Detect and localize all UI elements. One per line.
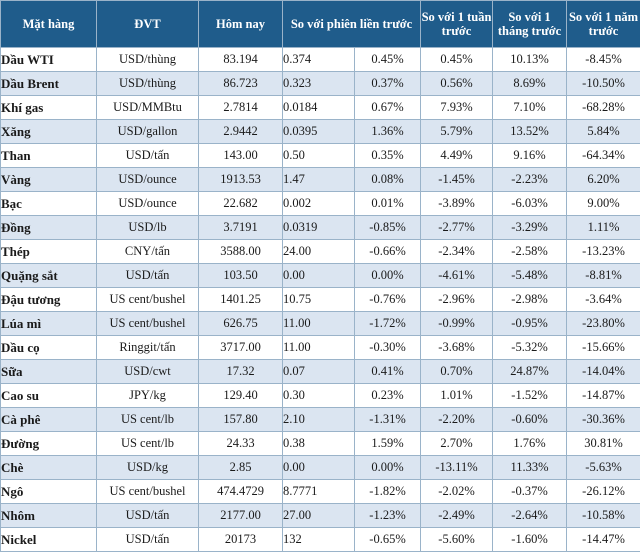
cell-commodity-name: Sữa [1,360,97,384]
cell-change-week: -2.49% [421,504,493,528]
cell-change-percent: 0.37% [355,72,421,96]
cell-change-month: 10.13% [493,48,567,72]
table-body [1,48,640,552]
cell-change-month: -2.98% [493,288,567,312]
cell-change-week: 0.56% [421,72,493,96]
table-row [1,72,640,96]
cell-change-week: 7.93% [421,96,493,120]
table-row [1,312,640,336]
cell-change-month: -5.32% [493,336,567,360]
cell-change-absolute: 8.7771 [283,480,355,504]
cell-change-absolute: 0.002 [283,192,355,216]
cell-today-price: 2177.00 [199,504,283,528]
cell-unit: USD/tấn [97,144,199,168]
cell-today-price: 83.194 [199,48,283,72]
cell-change-year: -3.64% [567,288,640,312]
table-row [1,120,640,144]
cell-change-week: -1.45% [421,168,493,192]
cell-change-absolute: 1.47 [283,168,355,192]
cell-change-percent: -0.85% [355,216,421,240]
table-row [1,216,640,240]
cell-change-week: 5.79% [421,120,493,144]
cell-change-absolute: 27.00 [283,504,355,528]
table-header [1,1,640,48]
cell-today-price: 2.7814 [199,96,283,120]
column-header-vs-one-month: So với 1 tháng trước [493,1,567,48]
cell-change-percent: -0.30% [355,336,421,360]
cell-change-percent: 0.01% [355,192,421,216]
cell-unit: CNY/tấn [97,240,199,264]
table-row [1,336,640,360]
cell-change-month: -0.60% [493,408,567,432]
cell-today-price: 86.723 [199,72,283,96]
cell-unit: USD/ounce [97,168,199,192]
cell-change-month: 11.33% [493,456,567,480]
cell-today-price: 22.682 [199,192,283,216]
cell-today-price: 17.32 [199,360,283,384]
cell-commodity-name: Vàng [1,168,97,192]
cell-commodity-name: Đồng [1,216,97,240]
cell-today-price: 103.50 [199,264,283,288]
table-row [1,48,640,72]
cell-change-year: -10.58% [567,504,640,528]
cell-today-price: 3717.00 [199,336,283,360]
cell-unit: USD/kg [97,456,199,480]
cell-unit: Ringgit/tấn [97,336,199,360]
cell-change-week: 0.45% [421,48,493,72]
table-row [1,168,640,192]
cell-change-year: -64.34% [567,144,640,168]
table-row [1,96,640,120]
cell-change-month: 7.10% [493,96,567,120]
cell-change-percent: 0.45% [355,48,421,72]
cell-change-year: -13.23% [567,240,640,264]
table-row [1,432,640,456]
cell-change-absolute: 0.0395 [283,120,355,144]
cell-commodity-name: Xăng [1,120,97,144]
cell-commodity-name: Dầu cọ [1,336,97,360]
column-header-commodity: Mặt hàng [1,1,97,48]
cell-today-price: 1401.25 [199,288,283,312]
cell-change-absolute: 0.38 [283,432,355,456]
cell-change-percent: 0.35% [355,144,421,168]
cell-change-week: -2.02% [421,480,493,504]
cell-today-price: 157.80 [199,408,283,432]
table-row [1,408,640,432]
cell-change-month: -5.48% [493,264,567,288]
cell-change-month: -1.52% [493,384,567,408]
cell-today-price: 20173 [199,528,283,552]
cell-change-absolute: 0.00 [283,264,355,288]
cell-change-month: 13.52% [493,120,567,144]
cell-change-percent: 0.67% [355,96,421,120]
cell-change-month: 9.16% [493,144,567,168]
cell-change-percent: 0.23% [355,384,421,408]
cell-change-month: -2.58% [493,240,567,264]
cell-commodity-name: Cao su [1,384,97,408]
cell-today-price: 474.4729 [199,480,283,504]
table-row [1,144,640,168]
cell-change-year: 9.00% [567,192,640,216]
cell-change-year: 6.20% [567,168,640,192]
table-row [1,480,640,504]
cell-change-year: -15.66% [567,336,640,360]
cell-commodity-name: Khí gas [1,96,97,120]
cell-change-absolute: 0.323 [283,72,355,96]
table-row [1,360,640,384]
cell-change-week: -5.60% [421,528,493,552]
cell-change-month: -0.37% [493,480,567,504]
cell-change-week: -2.20% [421,408,493,432]
cell-today-price: 129.40 [199,384,283,408]
cell-change-year: -8.45% [567,48,640,72]
cell-change-week: -2.77% [421,216,493,240]
cell-today-price: 143.00 [199,144,283,168]
cell-commodity-name: Cà phê [1,408,97,432]
cell-unit: USD/ounce [97,192,199,216]
cell-unit: US cent/bushel [97,288,199,312]
cell-change-month: -2.64% [493,504,567,528]
cell-change-year: -8.81% [567,264,640,288]
cell-change-percent: 0.00% [355,456,421,480]
cell-change-percent: -1.31% [355,408,421,432]
cell-commodity-name: Đường [1,432,97,456]
cell-change-absolute: 0.07 [283,360,355,384]
cell-commodity-name: Quặng sắt [1,264,97,288]
cell-today-price: 1913.53 [199,168,283,192]
cell-change-week: 1.01% [421,384,493,408]
cell-change-year: 30.81% [567,432,640,456]
cell-commodity-name: Ngô [1,480,97,504]
cell-commodity-name: Thép [1,240,97,264]
table-row [1,504,640,528]
cell-change-week: -13.11% [421,456,493,480]
cell-commodity-name: Nhôm [1,504,97,528]
cell-unit: USD/thùng [97,48,199,72]
cell-change-week: -2.34% [421,240,493,264]
table-row [1,456,640,480]
column-header-today: Hôm nay [199,1,283,48]
table-row [1,240,640,264]
cell-unit: USD/tấn [97,264,199,288]
cell-change-week: -3.89% [421,192,493,216]
cell-commodity-name: Than [1,144,97,168]
cell-change-percent: 0.00% [355,264,421,288]
header-row [1,1,640,48]
cell-change-month: -1.60% [493,528,567,552]
cell-change-year: -14.47% [567,528,640,552]
cell-change-absolute: 0.30 [283,384,355,408]
cell-change-absolute: 24.00 [283,240,355,264]
cell-change-absolute: 0.50 [283,144,355,168]
cell-change-year: -10.50% [567,72,640,96]
column-header-vs-one-week: So với 1 tuần trước [421,1,493,48]
cell-change-week: -0.99% [421,312,493,336]
cell-change-year: -23.80% [567,312,640,336]
cell-change-percent: -1.82% [355,480,421,504]
cell-change-percent: -0.76% [355,288,421,312]
cell-change-percent: -1.23% [355,504,421,528]
cell-commodity-name: Dầu Brent [1,72,97,96]
cell-unit: USD/lb [97,216,199,240]
cell-change-year: -68.28% [567,96,640,120]
cell-change-year: -5.63% [567,456,640,480]
cell-commodity-name: Đậu tương [1,288,97,312]
cell-change-year: -14.04% [567,360,640,384]
cell-change-year: -30.36% [567,408,640,432]
table-row [1,192,640,216]
cell-change-absolute: 0.374 [283,48,355,72]
cell-unit: USD/MMBtu [97,96,199,120]
column-header-unit: ĐVT [97,1,199,48]
table-row [1,288,640,312]
cell-change-month: -6.03% [493,192,567,216]
cell-change-month: -0.95% [493,312,567,336]
cell-change-week: 4.49% [421,144,493,168]
cell-today-price: 3588.00 [199,240,283,264]
cell-change-year: -26.12% [567,480,640,504]
cell-change-month: -3.29% [493,216,567,240]
cell-commodity-name: Dầu WTI [1,48,97,72]
cell-change-percent: -0.65% [355,528,421,552]
cell-commodity-name: Bạc [1,192,97,216]
cell-change-week: 0.70% [421,360,493,384]
cell-change-percent: 0.41% [355,360,421,384]
cell-change-year: 1.11% [567,216,640,240]
cell-change-week: -3.68% [421,336,493,360]
cell-today-price: 3.7191 [199,216,283,240]
cell-change-absolute: 2.10 [283,408,355,432]
cell-change-month: 1.76% [493,432,567,456]
cell-unit: US cent/bushel [97,480,199,504]
cell-unit: JPY/kg [97,384,199,408]
cell-change-percent: -1.72% [355,312,421,336]
column-header-vs-one-year: So với 1 năm trước [567,1,640,48]
cell-change-month: -2.23% [493,168,567,192]
cell-unit: USD/cwt [97,360,199,384]
cell-change-month: 24.87% [493,360,567,384]
cell-change-week: -2.96% [421,288,493,312]
cell-today-price: 24.33 [199,432,283,456]
cell-change-percent: 1.36% [355,120,421,144]
cell-unit: USD/tấn [97,504,199,528]
cell-change-absolute: 0.00 [283,456,355,480]
cell-change-absolute: 0.0319 [283,216,355,240]
cell-change-absolute: 10.75 [283,288,355,312]
cell-commodity-name: Chè [1,456,97,480]
cell-today-price: 2.9442 [199,120,283,144]
cell-unit: US cent/bushel [97,312,199,336]
cell-change-percent: 1.59% [355,432,421,456]
cell-change-year: -14.87% [567,384,640,408]
cell-change-week: 2.70% [421,432,493,456]
cell-unit: USD/thùng [97,72,199,96]
cell-change-absolute: 11.00 [283,336,355,360]
table-row [1,264,640,288]
table-row [1,384,640,408]
column-header-vs-previous-session: So với phiên liền trước [283,1,421,48]
cell-unit: USD/tấn [97,528,199,552]
cell-today-price: 626.75 [199,312,283,336]
cell-change-year: 5.84% [567,120,640,144]
cell-change-absolute: 132 [283,528,355,552]
cell-change-week: -4.61% [421,264,493,288]
cell-unit: US cent/lb [97,432,199,456]
cell-change-percent: 0.08% [355,168,421,192]
cell-change-percent: -0.66% [355,240,421,264]
cell-today-price: 2.85 [199,456,283,480]
cell-change-absolute: 11.00 [283,312,355,336]
table-row [1,528,640,552]
cell-unit: US cent/lb [97,408,199,432]
cell-change-month: 8.69% [493,72,567,96]
cell-commodity-name: Nickel [1,528,97,552]
cell-commodity-name: Lúa mì [1,312,97,336]
cell-unit: USD/gallon [97,120,199,144]
cell-change-absolute: 0.0184 [283,96,355,120]
